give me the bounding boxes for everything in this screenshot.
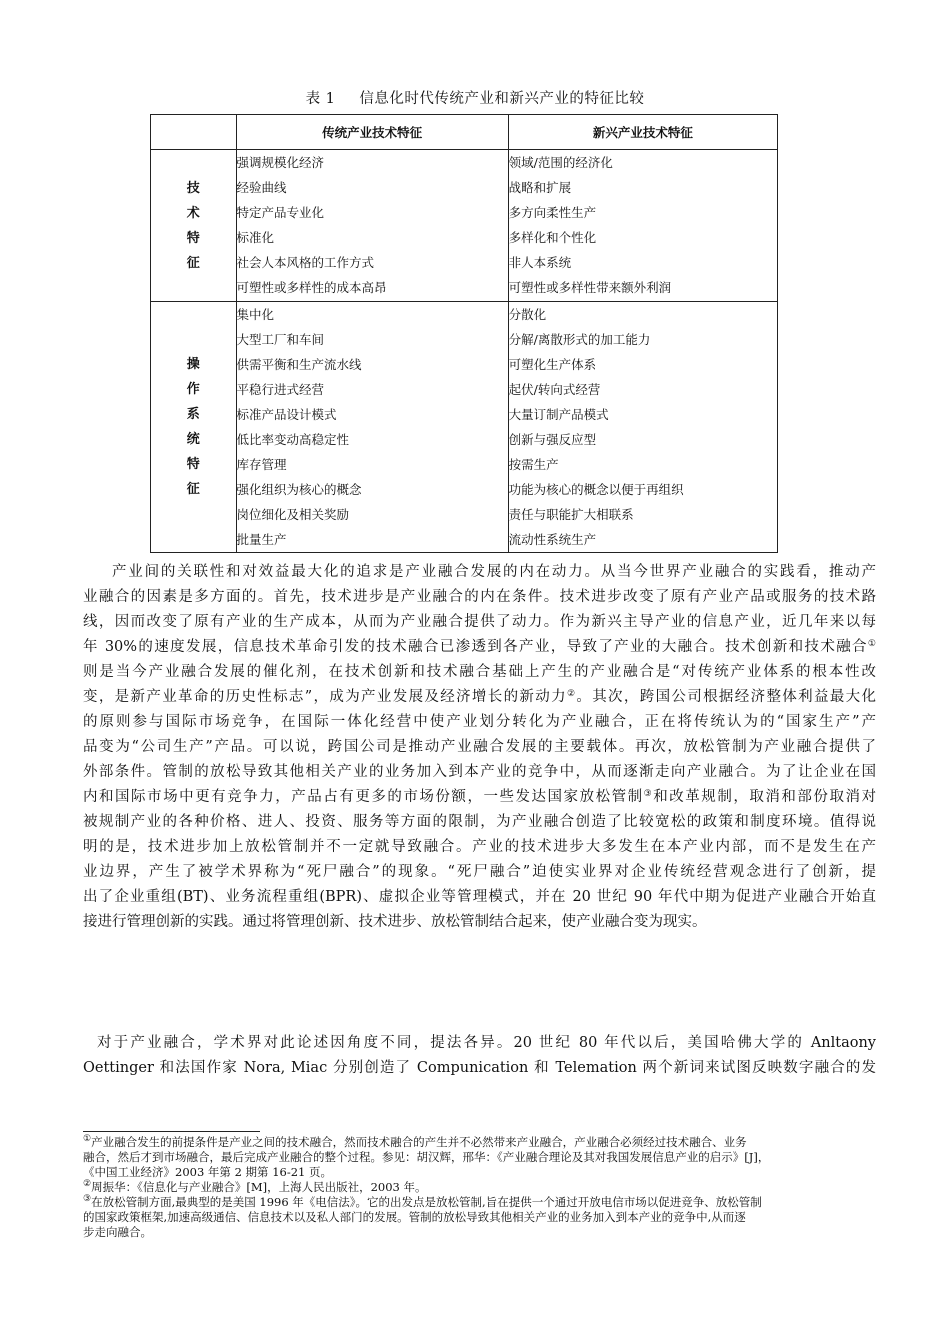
footnote-ref[interactable]: ① — [867, 639, 876, 649]
text-line: 的原则参与国际市场竞争，在国际一体化经营中使产业划分转化为产业融合，正在将传统认为的“国家生产”产 — [83, 714, 876, 730]
footnote-2: ②周振华：《信息化与产业融合》[M]，上海人民出版社，2003 年。 — [83, 1179, 427, 1194]
list-item: 供需平衡和生产流水线 — [236, 357, 362, 372]
list-item: 岗位细化及相关奖励 — [236, 507, 350, 522]
list-item: 分散化 — [508, 307, 547, 322]
footnote-3: ③在放松管制方面,最典型的是美国 1996 年《电信法》。它的出发点是放松管制,旨在提供一个通过开放电信市场以促进竞争、放松管制 的国家政策框架,加速高级通信、信息技术以及私人部门的发展。管制的放松导致其他相关产业的业务加入到本产业的竞争中,从而逐 步走向融合。 — [83, 1194, 762, 1239]
footnote-mark: ② — [83, 1179, 92, 1189]
list-item: 流动性系统生产 — [508, 532, 597, 547]
footnote-mark: ③ — [83, 1194, 92, 1204]
text-line: 变，是新产业革命的历史性标志”，成为产业发展及经济增长的新动力②。其次，跨国公司根据经济整体利益最大化 — [83, 689, 876, 705]
list-item: 分解/离散形式的加工能力 — [508, 332, 651, 347]
comparison-table — [150, 114, 778, 553]
footnote-ref[interactable]: ③ — [643, 789, 654, 799]
table-row-ops — [151, 302, 778, 553]
text-line: 内和国际市场中更有竞争力，产品占有更多的市场份额，一些发达国家放松管制③和改革规制，取消和部份取消对 — [83, 789, 876, 805]
list-item: 多方向柔性生产 — [508, 205, 597, 220]
text-line: 接进行管理创新的实践。通过将管理创新、技术进步、放松管制结合起来，使产业融合变为现实。 — [83, 914, 707, 930]
ops-traditional-cell — [236, 302, 508, 553]
list-item: 可塑化生产体系 — [508, 357, 597, 372]
text-line: 业融合的因素是多方面的。首先，技术进步是产业融合的内在条件。技术进步改变了原有产业产品或服务的技术路 — [83, 589, 876, 605]
list-item: 大型工厂和车间 — [236, 332, 325, 347]
list-item: 领域/范围的经济化 — [508, 155, 613, 170]
header-empty — [151, 115, 237, 150]
list-item: 强化组织为核心的概念 — [236, 482, 362, 497]
list-item: 批量生产 — [236, 532, 287, 547]
list-item: 低比率变动高稳定性 — [236, 432, 350, 447]
text-line: 年 30%的速度发展，信息技术革命引发的技术融合已渗透到各产业，导致了产业的大融合。技术创新和技术融合① — [83, 639, 876, 655]
list-item: 非人本系统 — [508, 255, 572, 270]
text-line: Oettinger 和法国作家 Nora, Miac 分别创造了 Compunication 和 Telemation 两个新词来试图反映数字融合的发 — [83, 1060, 876, 1076]
footnote-1: ①产业融合发生的前提条件是产业之间的技术融合，然而技术融合的产生并不必然带来产业融合，产业融合必须经过技术融合、业务 融合，然后才到市场融合，最后完成产业融合的整个过程。参见：胡汉辉，邢华：《产业融合理论及其对我国发展信息产业的启示》[J]， 《中国工业经济》2003 年第 2 期第 16-21 页。 — [83, 1134, 770, 1179]
list-item: 功能为核心的概念以便于再组织 — [508, 482, 684, 497]
list-item: 按需生产 — [508, 457, 559, 472]
tech-emerging-cell — [508, 150, 777, 302]
table-title: 信息化时代传统产业和新兴产业的特征比较 — [359, 91, 645, 107]
list-item: 强调规模化经济 — [236, 155, 325, 170]
ops-emerging-cell — [508, 302, 777, 553]
text-line: 明的是，技术进步加上放松管制并不一定就导致融合。产业的技术进步大多发生在本产业内部，而不是发生在产 — [83, 839, 876, 855]
table-caption — [0, 87, 950, 108]
list-item: 战略和扩展 — [508, 180, 572, 195]
list-item: 社会人本风格的工作方式 — [236, 255, 375, 270]
row-label-tech: 技 术 特 征 — [151, 150, 237, 302]
text-line: 产业间的关联性和对效益最大化的追求是产业融合发展的内在动力。从当今世界产业融合的实践看，推动产 — [112, 564, 876, 580]
text-line: 外部条件。管制的放松导致其他相关产业的业务加入到本产业的竞争中，从而逐渐走向产业融合。为了让企业在国 — [83, 764, 876, 780]
list-item: 多样化和个性化 — [508, 230, 597, 245]
list-item: 标准产品设计模式 — [236, 407, 337, 422]
footnotes — [83, 1135, 876, 1240]
table-number: 表 1 — [305, 91, 336, 107]
text-line: 对于产业融合，学术界对此论述因角度不同，提法各异。20 世纪 80 年代以后，美国哈佛大学的 Anltaony — [97, 1035, 876, 1051]
table-row-tech — [151, 150, 778, 302]
text-line: 则是当今产业融合发展的催化剂，在技术创新和技术融合基础上产生的产业融合是“对传统产业体系的根本性改 — [83, 664, 876, 680]
list-item: 集中化 — [236, 307, 275, 322]
list-item: 责任与职能扩大相联系 — [508, 507, 634, 522]
body-paragraph-2 — [83, 1031, 876, 1081]
text-line: 线，因而改变了原有产业的生产成本，从而为产业融合提供了动力。作为新兴主导产业的信息产业，近几年来以每 — [83, 614, 876, 630]
text-line: 出了企业重组(BT)、业务流程重组(BPR)、虚拟企业等管理模式，并在 20 世纪 90 年代中期为促进产业融合开始直 — [83, 889, 876, 905]
text-line: 品变为“公司生产”产品。可以说，跨国公司是推动产业融合发展的主要载体。再次，放松管制为产业融合提供了 — [83, 739, 876, 755]
list-item: 大量订制产品模式 — [508, 407, 609, 422]
table-header-row — [151, 115, 778, 150]
header-traditional: 传统产业技术特征 — [236, 115, 508, 150]
text-line: 被规制产业的各种价格、进人、投资、服务等方面的限制，为产业融合创造了比较宽松的政策和制度环境。值得说 — [83, 814, 876, 830]
list-item: 可塑性或多样性的成本高昂 — [236, 280, 387, 295]
list-item: 经验曲线 — [236, 180, 287, 195]
footnote-ref[interactable]: ② — [566, 689, 577, 699]
body-paragraph-1 — [83, 560, 876, 935]
list-item: 特定产品专业化 — [236, 205, 325, 220]
row-label-ops: 操 作 系 统 特 征 — [151, 302, 237, 553]
tech-traditional-cell — [236, 150, 508, 302]
list-item: 创新与强反应型 — [508, 432, 597, 447]
footnote-mark: ① — [83, 1134, 92, 1144]
list-item: 标准化 — [236, 230, 275, 245]
list-item: 起伏/转向式经营 — [508, 382, 601, 397]
footnote-divider — [83, 1131, 260, 1132]
list-item: 平稳行进式经营 — [236, 382, 325, 397]
list-item: 库存管理 — [236, 457, 287, 472]
list-item: 可塑性或多样性带来额外利润 — [508, 280, 672, 295]
header-emerging: 新兴产业技术特征 — [508, 115, 777, 150]
text-line: 业边界，产生了被学术界称为“死尸融合”的现象。“死尸融合”迫使实业界对企业传统经营观念进行了创新，提 — [83, 864, 876, 880]
